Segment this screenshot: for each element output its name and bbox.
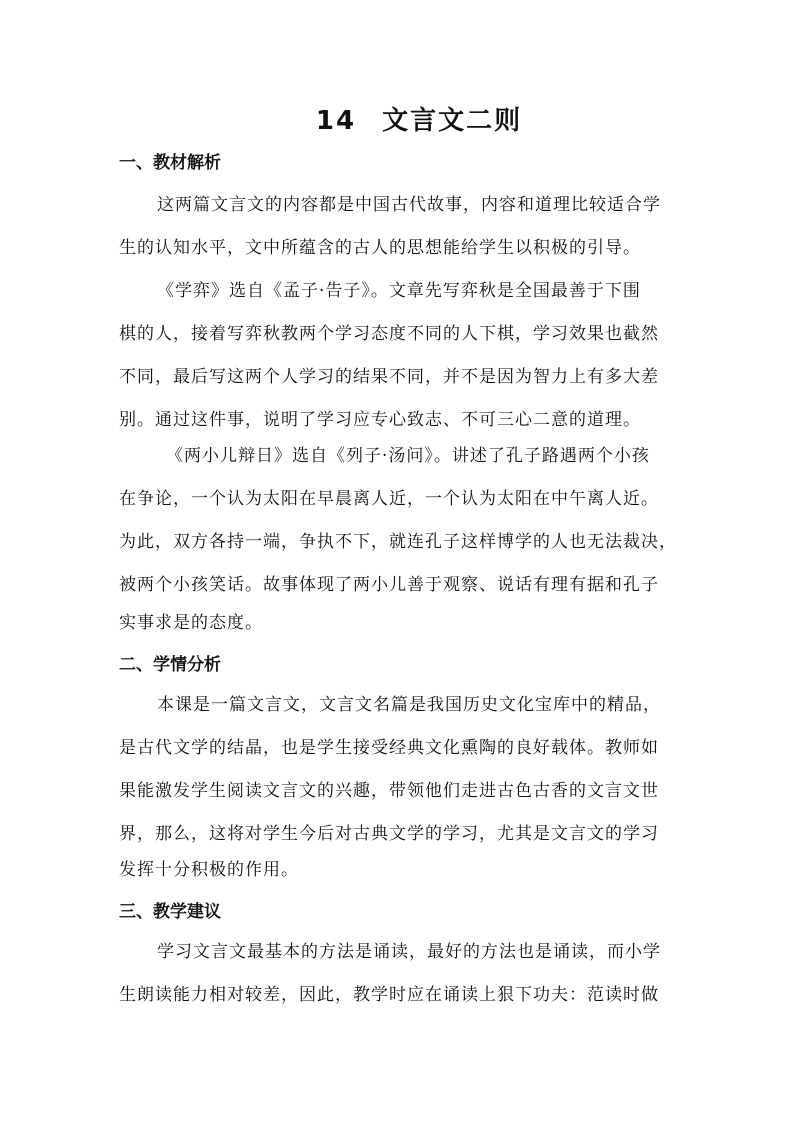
lesson-number: 14: [315, 106, 357, 136]
section-heading-student-analysis: 二、学情分析: [119, 655, 221, 675]
paragraph-line: 被两个小孩笑话。故事体现了两小儿善于观察、说话有理有据和孔子: [119, 575, 659, 595]
paragraph-line: 别。通过这件事，说明了学习应专心致志、不可三心二意的道理。: [119, 410, 641, 430]
paragraph-line: 《两小儿辩日》选自《列子·汤问》。讲述了孔子路遇两个小孩: [166, 446, 650, 466]
paragraph-line: 在争论，一个认为太阳在早晨离人近，一个认为太阳在中午离人近。: [119, 489, 659, 509]
paragraph-line: 果能激发学生阅读文言文的兴趣，带领他们走进古色古香的文言文世: [119, 781, 659, 801]
lesson-title: 文言文二则: [382, 106, 523, 136]
paragraph-line: 棋的人，接着写弈秋教两个学习态度不同的人下棋，学习效果也截然: [119, 324, 659, 344]
paragraph-line: 《学弈》选自《孟子·告子》。文章先写弈秋是全国最善于下围: [157, 281, 641, 301]
paragraph-line: 是古代文学的结晶，也是学生接受经典文化熏陶的良好载体。教师如: [119, 738, 659, 758]
paragraph-line: 为此，双方各持一端，争执不下，就连孔子这样博学的人也无法裁决，: [119, 532, 677, 552]
paragraph-line: 界，那么，这将对学生今后对古典文学的学习，尤其是文言文的学习: [119, 824, 659, 844]
section-heading-teaching-suggestions: 三、教学建议: [119, 902, 221, 922]
page-title: [0, 100, 794, 137]
paragraph-line: 实事求是的态度。: [119, 613, 263, 633]
paragraph-line: 生朗读能力相对较差，因此，教学时应在诵读上狠下功夫：范读时做: [119, 985, 659, 1005]
paragraph-line: 学习文言文最基本的方法是诵读，最好的方法也是诵读，而小学: [157, 942, 661, 962]
paragraph-line: 不同，最后写这两个人学习的结果不同，并不是因为智力上有多大差: [119, 367, 659, 387]
paragraph-line: 这两篇文言文的内容都是中国古代故事，内容和道理比较适合学: [157, 195, 661, 215]
paragraph-line: 本课是一篇文言文，文言文名篇是我国历史文化宝库中的精品，: [157, 695, 661, 715]
paragraph-line: 生的认知水平，文中所蕴含的古人的思想能给学生以积极的引导。: [119, 238, 641, 258]
section-heading-materials: 一、教材解析: [119, 153, 221, 173]
paragraph-line: 发挥十分积极的作用。: [119, 860, 299, 880]
